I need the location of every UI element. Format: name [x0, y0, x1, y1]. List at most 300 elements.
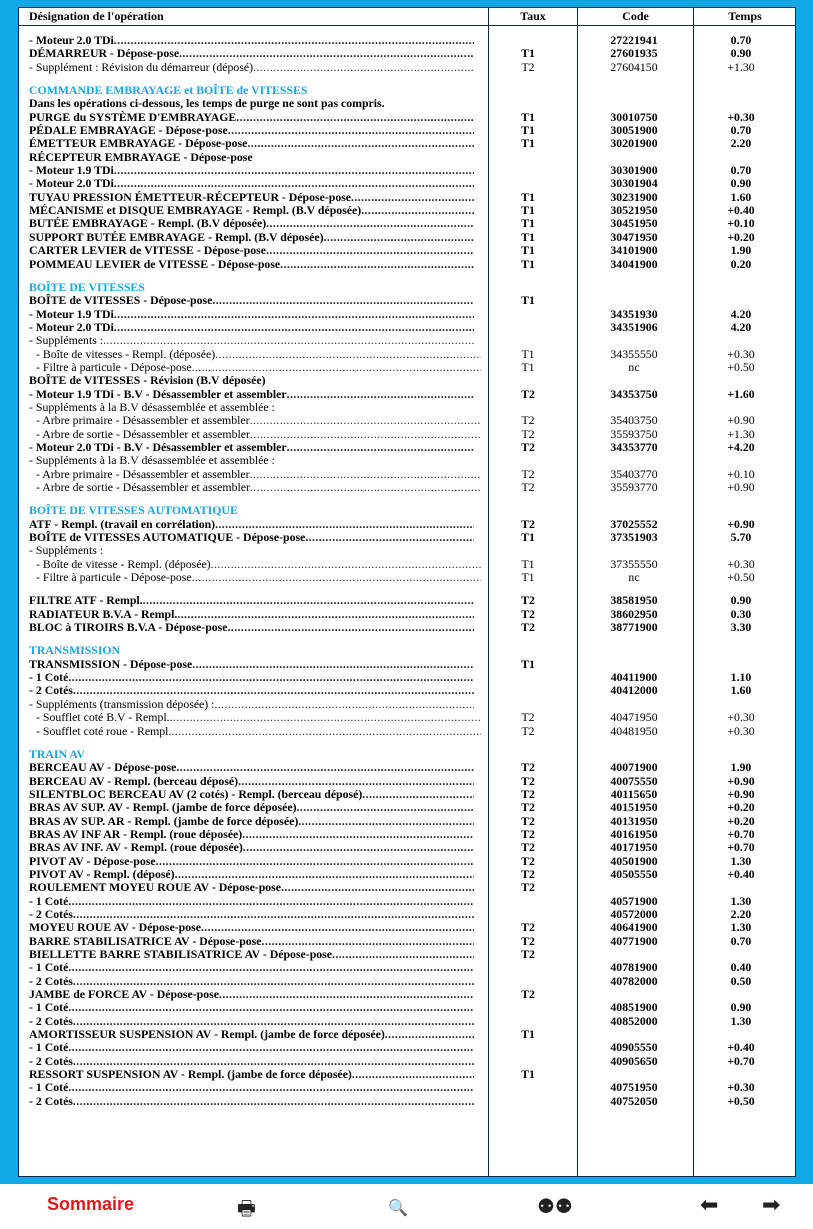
temps-cell: 4.20	[730, 319, 752, 334]
designation	[29, 177, 474, 190]
designation-text: - Moteur 2.0 TDi	[29, 34, 114, 47]
taux-cell: T2	[521, 710, 535, 725]
table-row	[19, 111, 795, 124]
temps-cell: +1.60	[727, 386, 755, 401]
taux-cell: T2	[521, 516, 535, 531]
code-cell: 40501900	[610, 853, 658, 868]
code-cell: 40572000	[610, 906, 658, 921]
leader-dots	[228, 124, 474, 137]
table-row	[19, 621, 795, 634]
row-spacer	[19, 738, 795, 748]
leader-dots	[219, 988, 474, 1001]
code-cell: 40131950	[610, 813, 658, 828]
leader-dots	[280, 258, 474, 271]
leader-dots	[385, 1028, 474, 1041]
designation	[29, 1041, 474, 1054]
table-row	[19, 151, 795, 164]
taux-cell: T2	[521, 880, 535, 895]
temps-cell: 1.90	[730, 243, 752, 258]
leader-dots	[192, 658, 474, 671]
designation-text: SILENTBLOC BERCEAU AV (2 cotés) - Rempl. (berceau déposé)	[29, 787, 363, 801]
designation-text: BRAS AV SUP. AV - Rempl. (jambe de force déposée)	[29, 801, 297, 815]
designation-text: - Suppléments à la B.V désassemblée et assemblée :	[29, 400, 275, 414]
designation-text: - Supplément : Révision du démarreur (déposé)	[29, 60, 254, 74]
taux-cell: T1	[521, 1027, 535, 1042]
designation-text: - Suppléments à la B.V désassemblée et assemblée :	[29, 454, 275, 468]
leader-dots	[281, 881, 474, 894]
designation	[29, 815, 474, 828]
designation	[29, 1068, 474, 1081]
taux-cell: T1	[521, 229, 535, 244]
table-row	[19, 137, 795, 150]
temps-cell: +1.30	[727, 426, 755, 441]
code-cell: 38602950	[610, 606, 658, 621]
designation	[29, 895, 474, 908]
table-row	[19, 1068, 795, 1081]
designation-text: - Filtre à particule - Dépose-pose	[36, 360, 192, 374]
temps-cell: 0.90	[730, 593, 752, 608]
row-spacer	[19, 271, 795, 281]
designation-text: COMMANDE EMBRAYAGE et BOÎTE de VITESSES	[29, 84, 308, 98]
code-cell: 34353750	[610, 386, 658, 401]
code-cell: 30010750	[610, 109, 658, 124]
code-cell: nc	[628, 359, 640, 374]
designation	[36, 414, 481, 427]
code-cell: 40771900	[610, 933, 658, 948]
temps-cell: +0.90	[727, 516, 755, 531]
designation	[29, 775, 474, 788]
temps-cell: 1.90	[730, 760, 752, 775]
table-header	[19, 8, 795, 26]
designation	[29, 988, 474, 1001]
designation	[36, 428, 481, 441]
code-cell: 40505550	[610, 866, 658, 881]
designation	[29, 1001, 474, 1014]
code-cell: 40782000	[610, 973, 658, 988]
table-row	[19, 1055, 795, 1068]
temps-cell: +0.90	[727, 480, 755, 494]
taux-cell: T1	[521, 1067, 535, 1082]
table-row	[19, 374, 795, 387]
taux-cell: T2	[521, 987, 535, 1002]
table-row	[19, 428, 795, 441]
table-row	[19, 47, 795, 60]
temps-cell: 1.30	[730, 920, 752, 935]
designation-text: PÉDALE EMBRAYAGE - Dépose-pose	[29, 124, 228, 138]
designation-text: - Arbre de sortie - Désassembler et assembler	[36, 427, 250, 441]
temps-cell: 2.20	[730, 906, 752, 921]
taux-cell: T1	[521, 293, 535, 308]
taux-cell: T2	[521, 480, 535, 494]
designation-text: - Soufflet coté B.V - Rempl.	[36, 711, 170, 725]
designation	[29, 164, 474, 177]
designation-text: - Soufflet coté roue - Rempl.	[36, 724, 172, 738]
designation-text: BRAS AV INF. AV - Rempl. (roue déposée)	[29, 841, 243, 855]
table-row	[19, 294, 795, 307]
designation	[36, 481, 481, 494]
designation-text: - 1 Coté	[29, 894, 69, 908]
designation-text: PIVOT AV - Dépose-pose	[29, 854, 156, 868]
code-cell: 34351930	[610, 306, 658, 321]
section-heading	[19, 748, 795, 761]
temps-cell: +0.10	[727, 216, 755, 231]
code-cell: 40151950	[610, 800, 658, 815]
taux-cell: T1	[521, 123, 535, 138]
code-cell: nc	[628, 570, 640, 585]
table-row	[19, 531, 795, 544]
leader-dots	[247, 137, 474, 150]
designation	[36, 725, 481, 738]
designation	[29, 151, 474, 164]
temps-cell: 2.20	[730, 136, 752, 151]
leader-dots	[73, 908, 474, 921]
designation	[29, 454, 474, 467]
designation-text: - Moteur 1.9 TDi	[29, 307, 114, 321]
code-cell: 27601935	[610, 46, 658, 61]
designation-text: RÉCEPTEUR EMBRAYAGE - Dépose-pose	[29, 150, 253, 164]
code-cell: 40115650	[610, 786, 658, 801]
table-row	[19, 868, 795, 881]
table-row	[19, 258, 795, 271]
table-row	[19, 594, 795, 607]
taux-cell: T2	[521, 466, 535, 481]
leader-dots	[114, 308, 474, 321]
table-row	[19, 244, 795, 257]
temps-cell: +0.30	[727, 723, 755, 738]
table-row	[19, 468, 795, 481]
temps-cell: 5.70	[730, 530, 752, 545]
table-row	[19, 1041, 795, 1054]
code-cell: 40075550	[610, 773, 658, 788]
designation-text: - Moteur 2.0 TDi	[29, 320, 114, 334]
leader-dots	[201, 921, 474, 934]
sommaire-link[interactable]: Sommaire	[47, 1194, 135, 1214]
designation-text: FILTRE ATF - Rempl.	[29, 594, 143, 608]
table-row	[19, 1095, 795, 1108]
leader-dots	[68, 895, 474, 908]
table-row	[19, 684, 795, 697]
temps-cell: 0.90	[730, 1000, 752, 1015]
zoom-page-icon[interactable]: 🔍	[388, 1200, 408, 1217]
taux-cell: T2	[521, 826, 535, 841]
designation	[29, 881, 474, 894]
designation-text: - Moteur 2.0 TDi	[29, 177, 114, 191]
designation-text: TRANSMISSION	[29, 644, 121, 658]
designation-text: BOÎTE DE VITESSES	[29, 280, 145, 294]
leader-dots	[324, 231, 474, 244]
designation	[29, 1028, 474, 1041]
temps-cell: +0.30	[727, 346, 755, 361]
code-cell: 40571900	[610, 893, 658, 908]
table-row	[19, 518, 795, 531]
designation	[29, 217, 474, 230]
designation	[29, 868, 474, 881]
designation	[29, 841, 474, 854]
taux-cell: T2	[521, 920, 535, 935]
code-cell: 40481950	[610, 723, 658, 738]
designation	[29, 321, 474, 334]
leader-dots	[114, 34, 474, 47]
code-cell: 40905550	[610, 1040, 658, 1055]
temps-cell: +4.20	[727, 439, 755, 454]
leader-dots	[177, 608, 474, 621]
arrow-right-icon[interactable]: ➡	[762, 1192, 781, 1217]
designation-text: Dans les opérations ci-dessous, les temps de purge ne sont pas compris.	[29, 97, 385, 111]
table-row	[19, 841, 795, 854]
designation-text: BLOC à TIROIRS B.V.A - Dépose-pose	[29, 621, 228, 635]
designation	[29, 948, 474, 961]
leader-dots	[68, 1041, 474, 1054]
designation	[29, 748, 474, 761]
designation-text: - 2 Cotés	[29, 1054, 73, 1068]
arrow-left-icon[interactable]: ⬅	[700, 1192, 719, 1217]
designation-text: SUPPORT BUTÉE EMBRAYAGE - Rempl. (B.V déposée)	[29, 230, 324, 244]
table-row	[19, 441, 795, 454]
designation	[29, 788, 474, 801]
designation-text: POMMEAU LEVIER de VITESSE - Dépose-pose	[29, 257, 281, 271]
table-row	[19, 608, 795, 621]
designation-text: BOÎTE de VITESSES AUTOMATIQUE - Dépose-pose	[29, 531, 306, 545]
leader-dots	[171, 725, 481, 738]
temps-cell: +0.90	[727, 413, 755, 428]
designation-text: - Moteur 1.9 TDi	[29, 164, 114, 178]
temps-cell: 0.20	[730, 256, 752, 271]
temps-cell: 1.30	[730, 1013, 752, 1028]
designation-text: BARRE STABILISATRICE AV - Dépose-pose	[29, 934, 262, 948]
table-row	[19, 481, 795, 494]
designation	[29, 504, 474, 517]
temps-cell: 1.60	[730, 189, 752, 204]
temps-cell: +0.10	[727, 466, 755, 481]
table-row	[19, 544, 795, 557]
leader-dots	[242, 828, 474, 841]
designation-text: - Suppléments :	[29, 334, 104, 348]
code-cell: 27221941	[610, 33, 658, 47]
code-cell: 35403770	[610, 466, 658, 481]
temps-cell: 1.30	[730, 893, 752, 908]
code-cell: 30521950	[610, 203, 658, 218]
taux-cell: T2	[521, 840, 535, 855]
taux-cell: T2	[521, 723, 535, 738]
designation	[29, 1015, 474, 1028]
temps-cell: 0.50	[730, 973, 752, 988]
table-row	[19, 725, 795, 738]
table-row	[19, 1028, 795, 1041]
code-cell: 34041900	[610, 256, 658, 271]
taux-cell: T1	[521, 346, 535, 361]
leader-dots	[73, 684, 474, 697]
table-row	[19, 124, 795, 137]
designation	[29, 47, 474, 60]
leader-dots	[175, 868, 474, 881]
designation	[29, 531, 474, 544]
designation-text: ROULEMENT MOYEU ROUE AV - Dépose-pose	[29, 881, 282, 895]
temps-cell: +0.30	[727, 556, 755, 571]
temps-cell: 0.70	[730, 933, 752, 948]
printer-icon[interactable]: 🖶	[237, 1198, 256, 1220]
taux-cell: T2	[521, 773, 535, 788]
designation	[29, 334, 474, 347]
table-row	[19, 217, 795, 230]
designation	[29, 204, 474, 217]
table-row	[19, 334, 795, 347]
designation	[36, 558, 481, 571]
taux-cell: T2	[521, 413, 535, 428]
temps-cell: +0.20	[727, 229, 755, 244]
code-cell: 34101900	[610, 243, 658, 258]
designation	[29, 124, 474, 137]
designation	[29, 97, 474, 110]
table-row	[19, 321, 795, 334]
table-row	[19, 401, 795, 414]
leader-dots	[228, 621, 474, 634]
temps-cell: +0.50	[727, 359, 755, 374]
header-code: Code	[622, 9, 649, 23]
table-row	[19, 204, 795, 217]
taux-cell: T2	[521, 933, 535, 948]
designation-text: - Arbre primaire - Désassembler et assembler	[36, 467, 250, 481]
taux-cell: T1	[521, 203, 535, 218]
table-row	[19, 671, 795, 684]
taux-cell: T2	[521, 606, 535, 621]
taux-cell: T1	[521, 136, 535, 151]
leader-dots	[68, 961, 474, 974]
designation-text: JAMBE de FORCE AV - Dépose-pose	[29, 988, 219, 1002]
temps-cell: 4.20	[730, 306, 752, 321]
designation	[29, 644, 474, 657]
temps-cell: 0.90	[730, 176, 752, 191]
temps-cell: +0.70	[727, 826, 755, 841]
leader-dots	[114, 177, 474, 190]
designation	[29, 961, 474, 974]
taux-cell: T2	[521, 866, 535, 881]
designation-text: - 1 Coté	[29, 671, 69, 685]
temps-cell: +0.30	[727, 109, 755, 124]
table-row	[19, 361, 795, 374]
designation	[36, 468, 481, 481]
designation	[29, 518, 474, 531]
table-row	[19, 775, 795, 788]
designation-text: TRANSMISSION - Dépose-pose	[29, 657, 193, 671]
code-cell: 40852000	[610, 1013, 658, 1028]
taux-cell: T1	[521, 359, 535, 374]
table-row	[19, 1081, 795, 1094]
leader-dots	[114, 164, 474, 177]
code-cell: 37025552	[610, 516, 658, 531]
designation-text: TUYAU PRESSION ÉMETTEUR-RÉCEPTEUR - Dépose-pose	[29, 190, 352, 204]
table-row	[19, 908, 795, 921]
leader-dots	[266, 244, 474, 257]
table-row	[19, 1001, 795, 1014]
binoculars-icon[interactable]: ⚉⚉	[537, 1196, 573, 1218]
temps-cell: +0.50	[727, 1093, 755, 1108]
table-row	[19, 191, 795, 204]
temps-cell: 0.40	[730, 960, 752, 975]
code-cell: 40641900	[610, 920, 658, 935]
designation-text: - Moteur 1.9 TDi - B.V - Désassembler et assembler	[29, 387, 287, 401]
leader-dots	[287, 388, 474, 401]
taux-cell: T2	[521, 786, 535, 801]
code-cell: 40851900	[610, 1000, 658, 1015]
designation-text: BOÎTE de VITESSES - Dépose-pose	[29, 294, 213, 308]
designation	[29, 374, 474, 387]
designation	[29, 308, 474, 321]
designation-text: BRAS AV SUP. AR - Rempl. (jambe de force déposée)	[29, 814, 299, 828]
leader-dots	[362, 788, 474, 801]
temps-cell: 0.70	[730, 163, 752, 178]
leader-dots	[250, 414, 481, 427]
designation-text: BIELLETTE BARRE STABILISATRICE AV - Dépose-pose	[29, 948, 332, 961]
leader-dots	[156, 855, 474, 868]
table-row	[19, 815, 795, 828]
taux-cell: T2	[521, 426, 535, 441]
code-cell: 30301900	[610, 163, 658, 178]
leader-dots	[262, 935, 475, 948]
leader-dots	[68, 1081, 474, 1094]
code-cell: 30201900	[610, 136, 658, 151]
designation	[29, 294, 474, 307]
temps-cell: 0.70	[730, 123, 752, 138]
designation-text: - Boîte de vitesses - Rempl. (déposée)	[36, 347, 216, 361]
code-cell: 37351903	[610, 530, 658, 545]
leader-dots	[287, 441, 474, 454]
designation	[36, 571, 481, 584]
taux-cell: T2	[521, 620, 535, 635]
table-row	[19, 558, 795, 571]
taux-cell: T1	[521, 656, 535, 671]
temps-cell: +0.30	[727, 710, 755, 725]
temps-cell: 1.30	[730, 853, 752, 868]
taux-cell: T2	[521, 593, 535, 608]
taux-cell: T1	[521, 189, 535, 204]
code-cell: 30231900	[610, 189, 658, 204]
designation-text: - 2 Cotés	[29, 1094, 73, 1108]
temps-cell: +0.40	[727, 866, 755, 881]
leader-dots	[68, 1001, 474, 1014]
designation	[29, 608, 474, 621]
designation-text: AMORTISSEUR SUSPENSION AV - Rempl. (jambe de force déposée)	[29, 1028, 385, 1042]
designation-text: - 1 Coté	[29, 1001, 69, 1015]
designation-text: - 1 Coté	[29, 1041, 69, 1055]
table-row	[19, 948, 795, 961]
leader-dots	[305, 531, 474, 544]
designation	[29, 801, 474, 814]
code-cell: 35403750	[610, 413, 658, 428]
designation-text: - Filtre à particule - Dépose-pose	[36, 571, 192, 585]
designation	[29, 544, 474, 557]
designation	[29, 935, 474, 948]
taux-cell: T1	[521, 556, 535, 571]
code-cell: 35593750	[610, 426, 658, 441]
leader-dots	[266, 217, 474, 230]
code-cell: 40751950	[610, 1080, 658, 1095]
designation	[29, 698, 474, 711]
leader-dots	[192, 361, 481, 374]
designation	[29, 594, 474, 607]
designation	[29, 281, 474, 294]
designation-text: RESSORT SUSPENSION AV - Rempl. (jambe de force déposée)	[29, 1068, 352, 1082]
taux-cell: T1	[521, 243, 535, 258]
temps-cell: 0.70	[730, 33, 752, 47]
leader-dots	[103, 334, 474, 347]
temps-cell: 0.30	[730, 606, 752, 621]
designation-text: - Arbre primaire - Désassembler et assembler	[36, 414, 250, 428]
designation-text: - Suppléments (transmission déposée) :	[29, 697, 215, 711]
leader-dots	[238, 775, 474, 788]
table-row	[19, 698, 795, 711]
section-heading	[19, 281, 795, 294]
designation	[29, 671, 474, 684]
